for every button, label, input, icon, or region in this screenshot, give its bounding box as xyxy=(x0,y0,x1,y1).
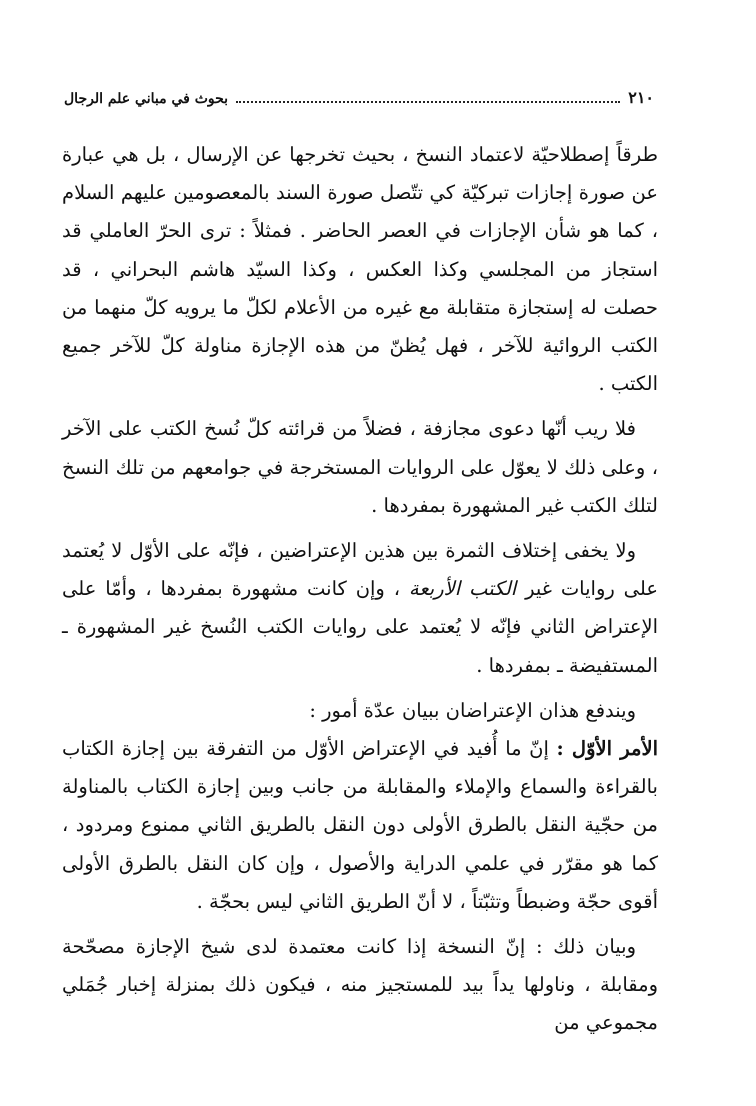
paragraph-continuation xyxy=(62,136,658,403)
paragraph-text: ، وإن كانت مشهورة بمفردها ، وأمّا على الإعتراض الثاني فإنّه لا يُعتمد على روايات الكتب النُسخ غير المشهورة ـ المستفيضة ـ بمفردها . xyxy=(62,577,658,677)
matter-heading: الأمر الأوّل : xyxy=(556,737,658,761)
header-dot-leader xyxy=(236,91,620,103)
page-number: ٢١٠ xyxy=(628,88,654,107)
paragraph-text: وبيان ذلك : إنّ النسخة إذا كانت معتمدة لدى شيخ الإجازة مصحّحة ومقابلة ، وناولها يداً بيد للمستجيز منه ، فيكون ذلك بمنزلة إخبار جُمَلي مجموعي من xyxy=(62,935,658,1035)
paragraph-text: ويندفع هذان الإعتراضان ببيان عدّة أمور : xyxy=(309,698,636,722)
paragraph-text: إنّ ما أُفيد في الإعتراض الأوّل من التفرقة بين إجازة الكتاب بالقراءة والسماع والإملاء والمقابلة من جانب وبين إجازة الكتاب بالمناولة من حجّية النقل بالطرق الأولى دون النقل بالطريق الثاني ممنوع ومردود ، كما هو مقرّر في علمي الدراية والأصول ، وإن كان النقل بالطرق الأولى أقوى حجّة وضبطاً وتثبّتاً ، لا أنّ الطريق الثاني ليس بحجّة . xyxy=(62,737,658,913)
paragraph-first-matter xyxy=(62,730,658,921)
paragraph-text: ولا يخفى إختلاف الثمرة بين هذين الإعتراضين ، فإنّه على الأوّل لا يُعتمد على روايات غير xyxy=(62,539,659,601)
running-header xyxy=(64,88,654,112)
paragraph xyxy=(62,692,658,730)
paragraph xyxy=(62,928,658,1043)
paragraph xyxy=(62,410,658,525)
running-book-title: بحوث في مباني علم الرجال xyxy=(64,91,229,107)
paragraph-text: طرقاً إصطلاحيّة لاعتماد النسخ ، بحيث تخرجها عن الإرسال ، بل هي عبارة عن صورة إجازات تبركيّة كي تتّصل صورة السند بالمعصومين عليهم السلام ، كما هو شأن الإجازات في العصر الحاضر . فمثلاً : ترى الحرّ العاملي قد استجاز من المجلسي وكذا العكس ، وكذا السيّد هاشم البحراني ، قد حصلت له إستجازة متقابلة مع غيره من الأعلام لكلّ ما يرويه كلّ منهما من الكتب الروائية للآخر ، فهل يُظنّ من هذه الإجازة مناولة كلّ للآخر جميع الكتب . xyxy=(62,143,658,396)
paragraph xyxy=(62,532,658,685)
paragraph-text: فلا ريب أنّها دعوى مجازفة ، فضلاً من قرائته كلّ نُسخ الكتب على الآخر ، وعلى ذلك لا يعوّل على الروايات المستخرجة في جوامعهم من تلك النسخ لتلك الكتب غير المشهورة بمفردها . xyxy=(62,417,658,517)
italic-book-reference: الكتب الأربعة xyxy=(408,577,517,601)
page-body xyxy=(62,136,658,1043)
